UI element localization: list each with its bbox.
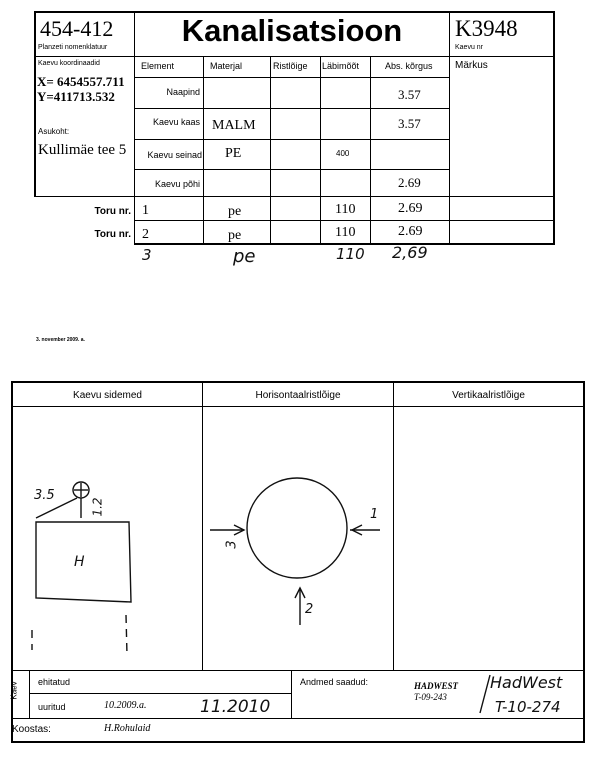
well-id: K3948 — [455, 16, 518, 41]
hand-pipe-nr: 3 — [142, 246, 152, 264]
pipe-nr-2: 2 — [142, 227, 149, 242]
data-source-label: Andmed saadud: — [300, 677, 369, 687]
coord-y: Y=411713.532 — [37, 89, 115, 104]
arrow-label-1: 1 — [370, 507, 379, 522]
sketch-dist-2: 1.2 — [90, 497, 105, 517]
date-note: 3. november 2009. a. — [36, 337, 85, 343]
well-links-sketch — [14, 410, 200, 668]
row-diameter-2: 400 — [336, 149, 350, 158]
address-label: Asukoht: — [38, 127, 70, 136]
col-header-diameter: Läbimõõt — [322, 61, 360, 71]
notes-header: Märkus — [455, 60, 488, 71]
handwritten-code: T-10-274 — [495, 698, 561, 716]
address: Kullimäe tee 5 — [38, 142, 127, 158]
row-element-2: Kaevu seinad — [147, 150, 202, 160]
pipe-height-1: 2.69 — [398, 201, 423, 216]
hand-pipe-diameter: 110 — [336, 245, 365, 263]
surveyed-label: uuritud — [38, 702, 66, 712]
coord-x: X= 6454557.711 — [37, 74, 125, 89]
built-label: ehitatud — [38, 677, 71, 687]
hand-pipe-material: pe — [233, 246, 256, 267]
col-title-links: Kaevu sidemed — [73, 390, 142, 401]
sketch-dist-1: 3.5 — [34, 488, 55, 503]
pipe-material-2: pe — [228, 228, 242, 243]
col-header-material: Materjal — [210, 61, 243, 71]
row-element-1: Kaevu kaas — [152, 117, 200, 127]
sketch-mark: H — [74, 554, 85, 570]
surveyed-date: 10.2009.a. — [104, 700, 147, 711]
kaev-label: Kaev — [9, 681, 19, 700]
row-height-0: 3.57 — [398, 87, 421, 102]
row-element-3: Kaevu põhi — [154, 179, 200, 189]
handwritten-source: HadWest — [490, 673, 563, 692]
data-source: HADWEST — [414, 681, 459, 691]
pipe-nr-1: 1 — [142, 203, 149, 218]
hand-pipe-height: 2,69 — [392, 243, 428, 262]
col-header-section: Ristlõige — [273, 61, 308, 71]
pipe-diameter-1: 110 — [335, 202, 356, 217]
row-element-0: Naapind — [166, 87, 200, 97]
well-label: Kaevu nr — [455, 44, 484, 51]
compiled-by: H.Rohulaid — [104, 723, 151, 734]
plan-label: Planzeti nomenklatuur — [38, 44, 108, 51]
arrow-label-2: 2 — [305, 602, 314, 617]
pipe-material-1: pe — [228, 204, 242, 219]
row-height-3: 2.69 — [398, 175, 421, 190]
pipe-height-2: 2.69 — [398, 224, 423, 239]
page-title: Kanalisatsioon — [181, 13, 403, 48]
pipe-label-2: Toru nr. — [94, 229, 131, 240]
arrow-label-3: 3 — [224, 540, 240, 549]
row-height-1: 3.57 — [398, 116, 421, 131]
col-header-element: Element — [141, 61, 175, 71]
coords-title: Kaevu koordinaadid — [38, 60, 100, 67]
row-material-1: MALM — [212, 118, 256, 133]
col-title-horizontal: Horisontaalristlõige — [255, 390, 341, 401]
horizontal-section-sketch — [204, 410, 392, 668]
row-material-2: PE — [225, 146, 242, 161]
plan-number: 454-412 — [40, 16, 114, 41]
col-header-height: Abs. kõrgus — [385, 61, 433, 71]
handwritten-date: 11.2010 — [200, 697, 271, 717]
data-source-code: T-09-243 — [414, 692, 447, 702]
compiled-label: Koostas: — [12, 724, 51, 735]
col-title-vertical: Vertikaalristlõige — [452, 390, 525, 401]
pipe-diameter-2: 110 — [335, 225, 356, 240]
pipe-label-1: Toru nr. — [94, 206, 131, 217]
